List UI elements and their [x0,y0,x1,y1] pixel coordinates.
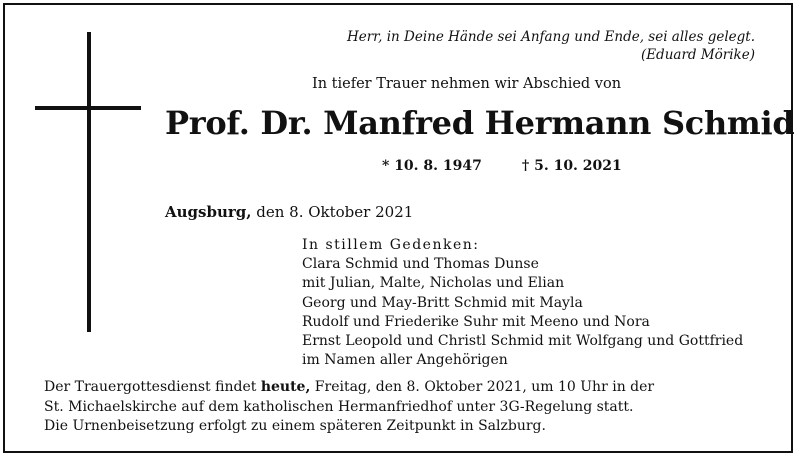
epigraph [347,28,755,64]
cross-vertical-bar [87,32,91,332]
mourners-heading: In stillem Gedenken: [302,237,480,253]
place-city: Augsburg, [165,203,252,221]
cross-horizontal-bar [35,106,141,110]
intro-line: In tiefer Trauer nehmen wir Abschied von [312,76,622,92]
epigraph-text: Herr, in Deine Hände sei Anfang und Ende, sei alles gelegt. [346,29,755,45]
mourner-line: Georg und May-Britt Schmid mit Mayla [302,294,583,311]
place-date: den 8. Oktober 2021 [251,203,414,221]
service-text: Freitag, den 8. Oktober 2021, um 10 Uhr in der [310,379,655,395]
mourner-line: Clara Schmid und Thomas Dunse [302,256,539,273]
deceased-name: Prof. Dr. Manfred Hermann Schmid [165,104,795,142]
service-line-3: Die Urnenbeisetzung erfolgt zu einem späteren Zeitpunkt in Salzburg. [44,418,546,434]
mourner-line: Rudolf und Friederike Suhr mit Meeno und Nora [302,313,650,330]
epigraph-author: (Eduard Mörike) [640,47,755,63]
mourners-block [302,236,743,370]
mourner-line: im Namen aller Angehörigen [302,352,508,369]
life-dates [382,158,622,174]
place-and-date [165,203,413,221]
service-text: Der Trauergottesdienst findet [44,379,261,395]
service-line-1 [44,378,654,398]
service-info [44,378,654,437]
birth-date: * 10. 8. 1947 [382,158,482,174]
mourner-line: Ernst Leopold und Christl Schmid mit Wolfgang und Gottfried [302,333,744,350]
mourner-line: mit Julian, Malte, Nicholas und Elian [302,275,565,292]
death-date: † 5. 10. 2021 [521,158,622,174]
service-line-2: St. Michaelskirche auf dem katholischen Hermanfriedhof unter 3G-Regelung statt. [44,398,634,415]
service-today: heute, [260,379,311,395]
